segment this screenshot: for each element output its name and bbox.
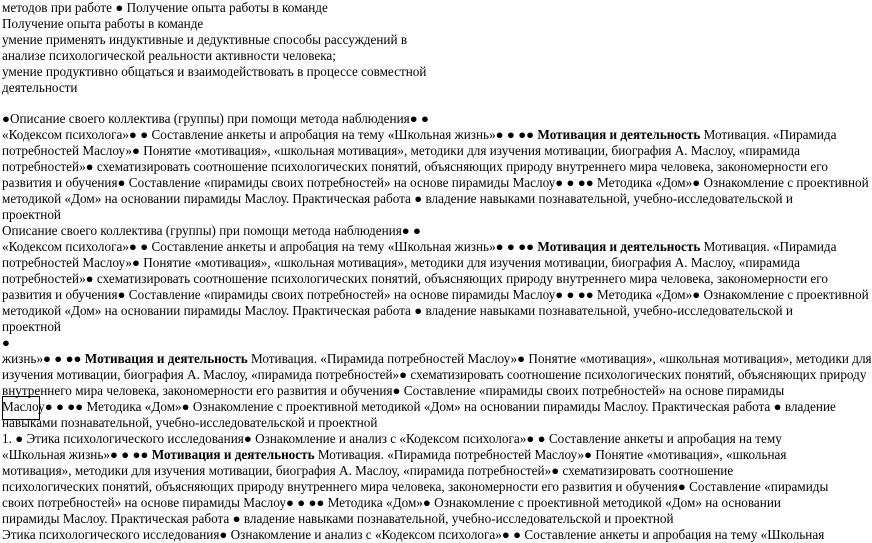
text-line	[2, 335, 10, 351]
text-line	[2, 303, 793, 319]
text-segment: «Школьная жизнь»● ● ●●	[2, 447, 152, 462]
text-segment: Маслоу● ● ●● Методика «Дом»● Ознакомление с проективной методикой «Дом» на основании пирамиды Маслоу. Практическая работа ● владение	[2, 399, 836, 414]
text-segment: умение продуктивно общаться и взаимодействовать в процессе совместной	[2, 64, 427, 79]
text-line	[2, 191, 793, 207]
text-segment: потребностей Маслоу»● Понятие «мотивация», «школьная мотивация», методики для изучения мотивации, биография А. Маслоу, «пирамида	[2, 143, 800, 158]
text-line	[2, 16, 203, 32]
text-line	[2, 479, 828, 495]
text-segment: Мотивация. «Пирамида	[700, 239, 837, 254]
text-segment: Мотивация. «Пирамида потребностей Маслоу»● Понятие «мотивация», «школьная мотивация», методики для	[247, 351, 872, 366]
text-segment: деятельности	[2, 80, 78, 95]
text-line	[2, 32, 407, 48]
text-line	[2, 239, 837, 255]
text-line	[2, 271, 828, 287]
text-line	[2, 447, 786, 463]
text-line	[2, 175, 869, 191]
text-segment: умение применять индуктивные и дедуктивные способы рассуждений в	[2, 32, 408, 47]
text-line	[2, 415, 377, 431]
text-segment: своих потребностей» на основе пирамиды Маслоу● ● ●● Методика «Дом»● Ознакомление с проективной методикой «Дом» на основании	[2, 495, 781, 510]
text-segment: «Кодексом психолога»● ● Составление анкеты и апробация на тему «Школьная жизнь»● ● ●●	[2, 239, 538, 254]
text-line	[2, 64, 426, 80]
text-line	[2, 511, 674, 527]
text-line	[2, 111, 429, 127]
text-line	[2, 399, 836, 415]
text-line	[2, 383, 784, 399]
text-segment: анализе психологической реальности активности человека;	[2, 48, 336, 63]
text-segment: изучения мотивации, биография А. Маслоу, «пирамида потребностей»● схематизировать соотношение психологических понятий, объясняющих природу	[2, 367, 867, 382]
empty-table-cell	[2, 396, 40, 420]
text-segment: развития и обучения● Составление «пирамиды своих потребностей» на основе пирамиды Маслоу● ● ●● Методика «Дом»● Ознакомление с проективной	[2, 287, 869, 302]
text-line	[2, 0, 328, 16]
bold-heading: Мотивация и деятельность	[84, 351, 248, 366]
text-line	[2, 527, 824, 543]
text-segment: Мотивация. «Пирамида потребностей Маслоу»● Понятие «мотивация», «школьная	[314, 447, 787, 462]
text-segment: «Кодексом психолога»● ● Составление анкеты и апробация на тему «Школьная жизнь»● ● ●●	[2, 127, 538, 142]
text-segment: Мотивация. «Пирамида	[700, 127, 837, 142]
text-segment: потребностей»● схематизировать соотношение психологических понятий, объясняющих природу внутреннего мира человека, закономерности его	[2, 271, 828, 286]
text-line	[2, 159, 828, 175]
text-segment: проектной	[2, 207, 61, 222]
text-segment: проектной	[2, 319, 61, 334]
text-segment: внутреннего мира человека, закономерности его развития и обучения● Составление «пирамиды своих потребностей» на основе пирамиды	[2, 383, 785, 398]
text-segment: жизнь»● ● ●●	[2, 351, 85, 366]
text-segment: методикой «Дом» на основании пирамиды Маслоу. Практическая работа ● владение навыками познавательной, учебно-исследовательской и	[2, 191, 793, 206]
text-segment: ●Описание своего коллектива (группы) при помощи метода наблюдения● ●	[2, 111, 429, 126]
text-line	[2, 431, 782, 447]
text-segment: Этика психологического исследования● Ознакомление и анализ с «Кодексом психолога»● ● Составление анкеты и апробация на тему «Школьная	[2, 527, 825, 542]
text-line	[2, 495, 781, 511]
text-segment: развития и обучения● Составление «пирамиды своих потребностей» на основе пирамиды Маслоу● ● ●● Методика «Дом»● Ознакомление с проективной	[2, 175, 869, 190]
text-segment: ●	[2, 335, 10, 350]
text-segment: психологических понятий, объясняющих природу внутреннего мира человека, закономерности его развития и обучения● Составление «пирамиды	[2, 479, 829, 494]
text-segment: потребностей»● схематизировать соотношение психологических понятий, объясняющих природу внутреннего мира человека, закономерности его	[2, 159, 828, 174]
text-line	[2, 223, 421, 239]
text-segment: методов при работе ● Получение опыта работы в команде	[2, 0, 328, 15]
text-line	[2, 351, 872, 367]
text-segment: Описание своего коллектива (группы) при помощи метода наблюдения● ●	[2, 223, 421, 238]
text-segment: пирамиды Маслоу. Практическая работа ● владение навыками познавательной, учебно-исследовательской и проектной	[2, 511, 674, 526]
text-line	[2, 255, 800, 271]
text-segment: мотивация», методики для изучения мотивации, биография А. Маслоу, «пирамида потребностей»● схематизировать соотношение	[2, 463, 734, 478]
text-segment: Получение опыта работы в команде	[2, 16, 204, 31]
text-segment: 1. ● Этика психологического исследования● Ознакомление и анализ с «Кодексом психолога»● ● Составление анкеты и апробация на тему	[2, 431, 782, 446]
text-line	[2, 143, 800, 159]
text-segment: потребностей Маслоу»● Понятие «мотивация», «школьная мотивация», методики для изучения мотивации, биография А. Маслоу, «пирамида	[2, 255, 800, 270]
text-line	[2, 80, 78, 96]
text-line	[2, 463, 733, 479]
bold-heading: Мотивация и деятельность	[151, 447, 315, 462]
text-line	[2, 319, 61, 335]
text-segment: методикой «Дом» на основании пирамиды Маслоу. Практическая работа ● владение навыками познавательной, учебно-исследовательской и	[2, 303, 793, 318]
bold-heading: Мотивация и деятельность	[537, 127, 701, 142]
bold-heading: Мотивация и деятельность	[537, 239, 701, 254]
text-line	[2, 48, 336, 64]
text-line	[2, 127, 837, 143]
text-line	[2, 287, 869, 303]
text-line	[2, 367, 866, 383]
text-segment: навыками познавательной, учебно-исследовательской и проектной	[2, 415, 378, 430]
text-line	[2, 207, 61, 223]
